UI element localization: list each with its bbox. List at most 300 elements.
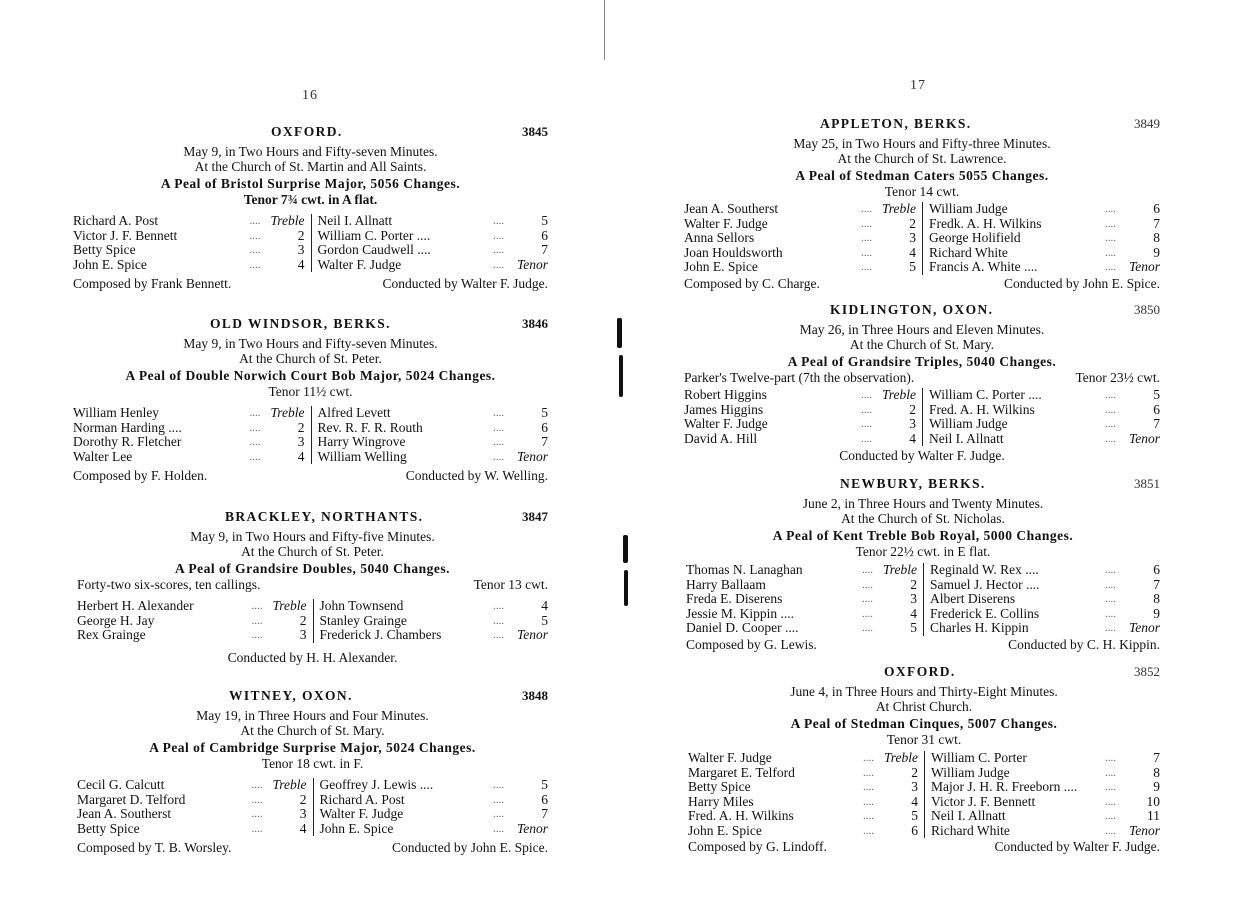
peal-conductor: Conducted by John E. Spice. [1004, 275, 1160, 291]
ringers-left-column [77, 599, 313, 643]
ringer-name: Fred. A. H. Wilkins [929, 401, 1035, 417]
ringer-name: Betty Spice [73, 242, 136, 257]
ringer-name: John E. Spice [319, 820, 394, 836]
ringer-bell: Treble [270, 405, 305, 420]
ringer-bell: 7 [1153, 750, 1160, 765]
ringer-row: Betty Spice .... 4 [77, 820, 307, 836]
ringer-name: Richard White [931, 822, 1010, 838]
ringer-bell: 8 [1153, 230, 1160, 245]
peal-footer [684, 276, 1160, 292]
ringer-bell: 2 [297, 227, 305, 243]
peal-conductor: Conducted by Walter F. Judge. [382, 276, 548, 291]
peal-footer [77, 840, 548, 856]
ringer-row: Jean A. Southerst .... Treble [684, 201, 916, 216]
ringer-name: Samuel J. Hector .... [930, 576, 1040, 592]
peal-title: A Peal of Double Norwich Court Bob Major, 5024 Changes. [125, 368, 496, 383]
ringer-row: William Henley .... Treble [73, 405, 305, 420]
ringer-name: Jean A. Southerst [77, 806, 172, 821]
ringer-bell: 7 [1153, 416, 1160, 431]
ringer-row: Richard White .... 9 [929, 244, 1160, 260]
ringer-row: John E. Spice .... Tenor [319, 820, 548, 836]
ringer-name: Major J. H. R. Freeborn .... [931, 779, 1078, 794]
ringer-bell: 2 [909, 215, 916, 231]
ringer-bell: Tenor [1128, 620, 1160, 635]
ringer-row: Walter F. Judge .... 3 [684, 416, 916, 431]
ringer-name: Anna Sellors [684, 230, 755, 245]
peal-place: WITNEY, OXON. [229, 688, 353, 703]
ringer-row: David A. Hill .... 4 [684, 430, 916, 446]
peal-record [684, 302, 1160, 464]
ringer-name: Walter Lee [73, 448, 133, 464]
ringer-bell: 9 [1153, 244, 1160, 260]
ringer-bell: Tenor [516, 448, 548, 464]
ringers-right-column [313, 599, 549, 643]
ringers-left-column [73, 406, 311, 464]
ringer-row: Betty Spice .... 3 [688, 779, 918, 794]
peal-number: 3847 [522, 509, 548, 524]
ringer-name: David A. Hill [684, 430, 758, 446]
ringer-bell: Treble [881, 201, 916, 216]
ringer-row: Cecil G. Calcutt .... Treble [77, 777, 307, 792]
peal-title: A Peal of Kent Treble Bob Royal, 5000 Changes. [772, 528, 1074, 543]
peal-title: A Peal of Stedman Caters 5055 Changes. [795, 168, 1049, 183]
peal-tenor: Tenor 22½ cwt. in E flat. [855, 544, 991, 559]
ringer-row: Rev. R. F. R. Routh .... 6 [317, 419, 548, 435]
ringer-bell: 8 [1153, 764, 1160, 780]
ringer-bell: 2 [297, 419, 305, 435]
page-number: 17 [910, 78, 926, 93]
peal-number: 3850 [1134, 302, 1160, 317]
ringers-table [77, 778, 548, 836]
ringer-bell: 10 [1146, 793, 1160, 809]
ringer-name: Fred. A. H. Wilkins [688, 808, 794, 823]
ringer-bell: Treble [883, 750, 918, 765]
ringer-bell: 3 [299, 806, 307, 821]
peal-place: OXFORD. [271, 124, 343, 139]
ringer-row: William Judge .... 8 [931, 764, 1160, 780]
ringer-row: William Judge .... 6 [929, 201, 1160, 216]
peal-composer: Composed by Frank Bennett. [73, 276, 232, 291]
peal-place: NEWBURY, BERKS. [840, 476, 986, 491]
peal-tenor: Tenor 7¾ cwt. in A flat. [243, 192, 378, 207]
ringer-bell: Treble [881, 387, 916, 402]
ringers-left-column [688, 751, 924, 838]
ringer-bell: 5 [910, 620, 917, 635]
peal-record [688, 664, 1160, 855]
ringer-row: Herbert H. Alexander .... Treble [77, 598, 307, 613]
ringer-bell: 6 [1153, 201, 1160, 216]
ringer-row: James Higgins .... 2 [684, 401, 916, 417]
ringer-name: Reginald W. Rex .... [930, 562, 1039, 577]
ringer-row: John E. Spice .... 4 [73, 256, 305, 272]
ringer-row: Rex Grainge .... 3 [77, 627, 307, 642]
page-number: 16 [302, 88, 318, 103]
ringers-table [684, 388, 1160, 446]
peal-composer: Composed by G. Lindoff. [688, 839, 827, 854]
ringer-row: Robert Higgins .... Treble [684, 387, 916, 402]
peal-record [77, 688, 548, 856]
peal-tenor: Tenor 18 cwt. in F. [261, 756, 364, 771]
ringers-left-column [77, 778, 313, 836]
peal-date: May 25, in Two Hours and Fifty-three Minutes. [793, 136, 1051, 151]
ringer-name: Walter F. Judge [317, 256, 402, 272]
ringer-row: Joan Houldsworth .... 4 [684, 244, 916, 260]
ringer-name: Margaret D. Telford [77, 791, 186, 807]
ringer-bell: 4 [297, 448, 305, 464]
ringer-name: Neil I. Allnatt [317, 213, 393, 228]
ringer-bell: 4 [909, 244, 916, 260]
ringer-row: Frederick J. Chambers .... Tenor [319, 627, 548, 642]
peal-number: 3851 [1134, 476, 1160, 491]
peal-record [77, 509, 548, 666]
ringer-row: Frederick E. Collins .... 9 [930, 605, 1160, 621]
ringer-name: John E. Spice [688, 822, 762, 838]
ringer-name: William Welling [317, 448, 407, 464]
ringer-bell: 5 [911, 808, 918, 823]
ringer-row: Reginald W. Rex .... .... 6 [930, 562, 1160, 577]
peal-footer [686, 637, 1160, 653]
ringer-bell: 4 [910, 605, 917, 621]
ringer-bell: 3 [909, 230, 916, 245]
ringer-name: Frederick E. Collins [930, 605, 1040, 621]
ringer-bell: 4 [297, 256, 305, 272]
ringer-row: Anna Sellors .... 3 [684, 230, 916, 245]
ringer-name: Fredk. A. H. Wilkins [929, 215, 1042, 231]
peal-calling-row [684, 370, 1160, 386]
ringer-row: Victor J. F. Bennett .... 2 [73, 227, 305, 243]
ringer-row: Thomas N. Lanaghan .... Treble [686, 562, 917, 577]
ringer-bell: 9 [1153, 779, 1160, 794]
peal-date: June 4, in Three Hours and Thirty-Eight Minutes. [790, 684, 1058, 699]
ringer-name: Thomas N. Lanaghan [686, 562, 803, 577]
ringers-right-column [924, 751, 1160, 838]
ringer-bell: 2 [910, 576, 917, 592]
peal-date: May 9, in Two Hours and Fifty-seven Minutes. [183, 336, 438, 351]
peal-date: June 2, in Three Hours and Twenty Minutes. [802, 496, 1044, 511]
ringer-name: Herbert H. Alexander [77, 598, 194, 613]
ringer-row: Margaret D. Telford .... 2 [77, 791, 307, 807]
peal-church: At the Church of St. Lawrence. [837, 151, 1007, 166]
ringer-row: Neil I. Allnatt .... Tenor [929, 430, 1160, 446]
ringer-bell: Tenor [516, 256, 548, 272]
ringer-row: Walter Lee .... 4 [73, 448, 305, 464]
ringer-bell: 11 [1147, 808, 1160, 823]
peal-number: 3845 [522, 124, 548, 139]
ringer-bell: 5 [541, 777, 548, 792]
ringer-name: Neil I. Allnatt [931, 808, 1006, 823]
peal-church: At the Church of St. Martin and All Saints. [194, 159, 427, 174]
ringer-row: John E. Spice .... 6 [688, 822, 918, 838]
ringer-name: George H. Jay [77, 612, 155, 628]
ringer-row: Betty Spice .... 3 [73, 242, 305, 257]
peal-church: At the Church of St. Nicholas. [841, 511, 1005, 526]
ringer-bell: 6 [911, 822, 918, 838]
ringer-row: William C. Porter .... .... 5 [929, 387, 1160, 402]
ringer-name: Harry Miles [688, 793, 754, 809]
right-page [626, 0, 1251, 921]
peal-date: May 19, in Three Hours and Four Minutes. [196, 708, 429, 723]
ringer-row: Alfred Levett .... 5 [317, 405, 548, 420]
peal-footer [688, 839, 1160, 855]
ringer-name: Geoffrey J. Lewis .... [319, 777, 434, 792]
ringer-name: Charles H. Kippin [930, 620, 1029, 635]
ringer-bell: 2 [299, 612, 307, 628]
ringer-name: William Judge [931, 764, 1010, 780]
peal-footer [77, 650, 548, 666]
ringer-name: Daniel D. Cooper .... [686, 620, 799, 635]
peal-place: APPLETON, BERKS. [820, 116, 972, 131]
ringer-row: Richard White .... Tenor [931, 822, 1160, 838]
ringer-name: Betty Spice [688, 779, 751, 794]
ringer-row: Richard A. Post .... Treble [73, 213, 305, 228]
ringer-bell: 2 [911, 764, 918, 780]
ringer-name: Albert Diserens [930, 591, 1016, 606]
ringer-name: Joan Houldsworth [684, 244, 783, 260]
peal-date: May 9, in Two Hours and Fifty-seven Minutes. [183, 144, 438, 159]
ringer-name: Jean A. Southerst [684, 201, 779, 216]
ringer-name: William Judge [929, 201, 1008, 216]
ringer-name: Richard White [929, 244, 1008, 260]
ringers-table [73, 406, 548, 464]
ringer-row: Margaret E. Telford .... 2 [688, 764, 918, 780]
ringer-name: Cecil G. Calcutt [77, 777, 165, 792]
ringer-row: John E. Spice .... 5 [684, 259, 916, 274]
ringer-name: Victor J. F. Bennett [73, 227, 178, 243]
ringers-right-column [922, 202, 1160, 275]
ringers-right-column [313, 778, 549, 836]
ringer-bell: 3 [299, 627, 307, 642]
ringer-bell: 3 [909, 416, 916, 431]
ringer-name: Jessie M. Kippin .... [686, 605, 794, 621]
ringers-left-column [73, 214, 311, 272]
ringer-name: William Judge [929, 416, 1008, 431]
ringer-name: Victor J. F. Bennett [931, 793, 1036, 809]
peal-record [686, 476, 1160, 653]
peal-conductor: Conducted by H. H. Alexander. [227, 649, 398, 665]
peal-tenor: Tenor 13 cwt. [473, 577, 548, 592]
peal-footer [73, 276, 548, 292]
ringer-bell: 4 [911, 793, 918, 809]
ringers-right-column [311, 214, 549, 272]
ringer-bell: 3 [297, 242, 305, 257]
ringers-table [77, 599, 548, 643]
ringer-row: Freda E. Diserens .... 3 [686, 591, 917, 606]
peal-place: BRACKLEY, NORTHANTS. [225, 509, 424, 524]
ringer-bell: Treble [272, 777, 307, 792]
ringer-row: Neil I. Allnatt .... 5 [317, 213, 548, 228]
ringer-bell: 4 [909, 430, 916, 446]
ringer-row: Walter F. Judge .... Tenor [317, 256, 548, 272]
ringer-name: William C. Porter .... [929, 387, 1042, 402]
ringer-name: William C. Porter [931, 750, 1027, 765]
peal-record [73, 316, 548, 484]
peal-conductor: Conducted by John E. Spice. [392, 840, 548, 855]
ringer-name: Walter F. Judge [684, 416, 768, 431]
ringer-name: William C. Porter .... [317, 227, 431, 243]
ringer-name: Betty Spice [77, 820, 140, 836]
ringer-row: Geoffrey J. Lewis .... .... 5 [319, 777, 548, 792]
ringers-table [684, 202, 1160, 275]
peal-composer: Composed by F. Holden. [73, 468, 208, 483]
peal-conductor: Conducted by C. H. Kippin. [1008, 636, 1160, 652]
ringer-bell: Treble [272, 598, 307, 613]
ringer-row: William C. Porter .... 7 [931, 750, 1160, 765]
peal-church: At the Church of St. Mary. [849, 337, 995, 352]
ringer-bell: 3 [910, 591, 917, 606]
ringer-bell: 2 [909, 401, 916, 417]
ringers-table [73, 214, 548, 272]
peal-number: 3849 [1134, 116, 1160, 131]
ringer-name: Neil I. Allnatt [929, 430, 1004, 446]
ringer-bell: 7 [541, 434, 548, 449]
ringer-name: Frederick J. Chambers [319, 627, 442, 642]
ringer-bell: 8 [1153, 591, 1160, 606]
ringer-name: James Higgins [684, 401, 764, 417]
peal-date: May 26, in Three Hours and Eleven Minutes. [799, 322, 1045, 337]
ringer-name: Norman Harding .... [73, 419, 182, 435]
peal-composer: Composed by G. Lewis. [686, 636, 817, 652]
ringer-row: Fred. A. H. Wilkins .... 6 [929, 401, 1160, 417]
ringer-name: Rev. R. F. R. Routh [317, 419, 423, 435]
ringer-row: William Welling .... Tenor [317, 448, 548, 464]
peal-composer: Composed by C. Charge. [684, 275, 820, 291]
ringers-left-column [684, 388, 922, 446]
peal-conductor: Conducted by Walter F. Judge. [994, 839, 1160, 854]
peal-title: A Peal of Bristol Surprise Major, 5056 Changes. [160, 176, 461, 191]
ringer-bell: Tenor [516, 627, 548, 642]
ringer-row: Albert Diserens .... 8 [930, 591, 1160, 606]
ringer-name: Dorothy R. Fletcher [73, 434, 182, 449]
ringer-row: Walter F. Judge .... 7 [319, 806, 548, 821]
peal-date: May 9, in Two Hours and Fifty-five Minutes. [190, 529, 435, 544]
ringers-right-column [922, 388, 1160, 446]
ringer-name: Freda E. Diserens [686, 591, 783, 606]
ringer-bell: 7 [541, 806, 548, 821]
peal-title: A Peal of Cambridge Surprise Major, 5024 Changes. [149, 740, 476, 755]
peal-tenor: Tenor 11½ cwt. [268, 384, 353, 399]
peal-church: At the Church of St. Peter. [241, 544, 384, 559]
ringer-bell: 6 [1153, 562, 1160, 577]
ringer-name: Francis A. White .... [929, 259, 1038, 274]
ringer-bell: 6 [541, 419, 548, 435]
peal-place: OLD WINDSOR, BERKS. [210, 316, 391, 331]
ringer-row: Fred. A. H. Wilkins .... 5 [688, 808, 918, 823]
ringer-name: John Townsend [319, 598, 404, 613]
ringer-bell: 7 [1153, 576, 1160, 592]
ringer-name: John E. Spice [73, 256, 147, 272]
ringers-left-column [686, 563, 923, 636]
ringer-row: John Townsend .... 4 [319, 598, 548, 613]
ringer-row: Gordon Caudwell .... .... 7 [317, 242, 548, 257]
ringer-bell: 5 [541, 612, 548, 628]
peal-footer [73, 468, 548, 484]
ringers-table [688, 751, 1160, 838]
peal-church: At the Church of St. Peter. [239, 351, 382, 366]
ringer-row: Samuel J. Hector .... .... 7 [930, 576, 1160, 592]
peal-church: At the Church of St. Mary. [240, 723, 385, 738]
ringer-row: Harry Ballaam .... 2 [686, 576, 917, 592]
peal-title: A Peal of Grandsire Triples, 5040 Changes. [787, 354, 1057, 369]
ringer-name: Rex Grainge [77, 627, 146, 642]
ringer-row: Neil I. Allnatt .... 11 [931, 808, 1160, 823]
ringer-row: George Holifield .... 8 [929, 230, 1160, 245]
ringer-bell: 5 [541, 405, 548, 420]
ringer-name: Richard A. Post [319, 791, 405, 807]
ringer-row: Stanley Grainge .... 5 [319, 612, 548, 628]
ringer-row: Harry Wingrove .... 7 [317, 434, 548, 449]
ringer-bell: Treble [270, 213, 305, 228]
ringer-bell: 6 [541, 227, 548, 243]
peal-number: 3852 [1134, 664, 1160, 679]
ringer-row: Richard A. Post .... 6 [319, 791, 548, 807]
ringer-bell: 4 [541, 598, 548, 613]
ringer-row: Dorothy R. Fletcher .... 3 [73, 434, 305, 449]
ringer-row: George H. Jay .... 2 [77, 612, 307, 628]
ringer-row: Francis A. White .... .... Tenor [929, 259, 1160, 274]
ringers-right-column [311, 406, 549, 464]
ringer-bell: 9 [1153, 605, 1160, 621]
peal-calling: Parker's Twelve-part (7th the observation). [684, 370, 915, 385]
ringer-bell: 5 [1153, 387, 1160, 402]
ringer-row: Walter F. Judge .... 2 [684, 215, 916, 231]
ringer-name: William Henley [73, 405, 160, 420]
ringer-bell: 6 [541, 791, 548, 807]
ringer-name: Walter F. Judge [319, 806, 404, 821]
peal-calling-row [77, 577, 548, 593]
ringer-bell: Tenor [1128, 430, 1160, 446]
ringer-row: Victor J. F. Bennett .... 10 [931, 793, 1160, 809]
peal-title: A Peal of Grandsire Doubles, 5040 Changes. [174, 561, 450, 576]
ringer-row: Major J. H. R. Freeborn .... .... 9 [931, 779, 1160, 794]
ringer-name: Walter F. Judge [688, 750, 772, 765]
ringers-table [686, 563, 1160, 636]
ringer-row: William C. Porter .... .... 6 [317, 227, 548, 243]
ringer-bell: 6 [1153, 401, 1160, 417]
ringer-bell: 7 [1153, 215, 1160, 231]
peal-footer [684, 448, 1160, 464]
ringer-name: Stanley Grainge [319, 612, 407, 628]
ringer-row: Norman Harding .... .... 2 [73, 419, 305, 435]
ringer-row: Fredk. A. H. Wilkins .... 7 [929, 215, 1160, 231]
ringer-bell: Tenor [1128, 822, 1160, 838]
ringer-name: Harry Wingrove [317, 434, 406, 449]
peal-conductor: Conducted by Walter F. Judge. [839, 448, 1005, 463]
peal-tenor: Tenor 23½ cwt. [1075, 370, 1160, 385]
peal-tenor: Tenor 31 cwt. [886, 732, 962, 747]
peal-church: At Christ Church. [875, 699, 973, 714]
ringer-bell: 4 [299, 820, 307, 836]
peal-place: OXFORD. [884, 664, 956, 679]
ringer-bell: Tenor [1128, 259, 1160, 274]
ringer-name: Margaret E. Telford [688, 764, 795, 780]
ringer-name: Robert Higgins [684, 387, 767, 402]
ringer-bell: Tenor [516, 820, 548, 836]
ringer-bell: 5 [541, 213, 548, 228]
ringer-name: Alfred Levett [317, 405, 391, 420]
ringer-row: Jean A. Southerst .... 3 [77, 806, 307, 821]
ringer-name: George Holifield [929, 230, 1021, 245]
ringer-name: Walter F. Judge [684, 215, 768, 231]
ringer-row: Jessie M. Kippin .... .... 4 [686, 605, 917, 621]
ringer-bell: 3 [911, 779, 918, 794]
ringer-name: Harry Ballaam [686, 576, 766, 592]
ringer-bell: 7 [541, 242, 548, 257]
peal-record [73, 124, 548, 292]
peal-composer: Composed by T. B. Worsley. [77, 840, 232, 855]
ringer-row: Harry Miles .... 4 [688, 793, 918, 809]
peal-tenor: Tenor 14 cwt. [884, 184, 960, 199]
peal-number: 3846 [522, 316, 548, 331]
